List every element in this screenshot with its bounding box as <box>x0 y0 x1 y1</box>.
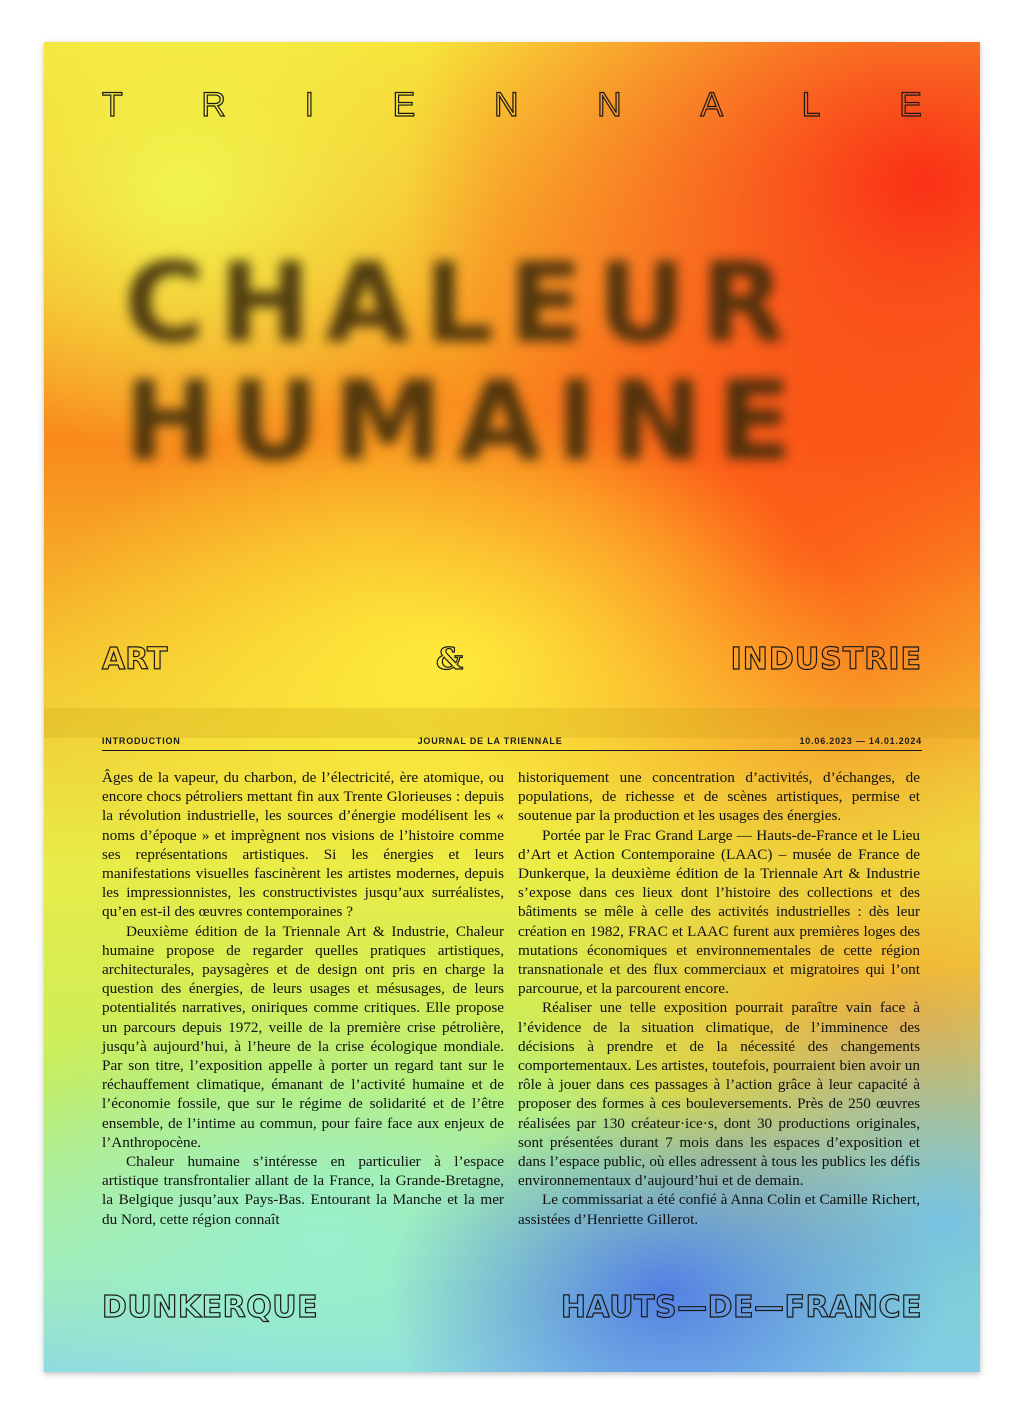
subtitle-ampersand: & <box>436 642 464 677</box>
paragraph: historiquement une concentration d’activités, d’échanges, de populations, de richesse et de scènes artistiques, permise et soutenue par la production et les usages des énergies. <box>518 769 920 825</box>
heading-letter: N <box>493 86 519 124</box>
paragraph: Le commissariat a été confié à Anna Colin et Camille Richert, assistées d’Henriette Gillerot. <box>518 1191 920 1228</box>
paragraph: Réaliser une telle exposition pourrait paraître vain face à l’évidence de la situation climatique, de l’imminence des décisions à prendre et de la nécessité des changements comportementaux. Les artistes, toutefois, pourraient bien avoir un rôle à jouer dans ces passages à l’action grâce à leur capacité à proposer des formes à ces bouleversements. Près de 250 œuvres réalisées par 130 créateur·ice·s, dont 30 productions originales, sont présentées durant 7 mois dans les espaces d’exposition et dans l’espace public, où elles adressent à tous les publics les défis environnementaux d’aujourd’hui et de demain. <box>518 999 920 1190</box>
subtitle-art: ART <box>102 642 168 677</box>
blurred-headline <box>124 239 914 486</box>
heading-letter: E <box>392 86 416 124</box>
paragraph: Portée par le Frac Grand Large — Hauts-de-France et le Lieu d’Art et Action Contemporaine (LAAC) – musée de France de Dunkerque, la deuxième édition de la Triennale Art & Industrie s’expose dans ces lieux dont l’histoire des collections et des bâtiments se mêle à celle des activités industrielles : dès leur création en 1982, FRAC et LAAC furent aux premières loges des mutations économiques et environnementales de cette région transnationale et des flux commerciaux et migratoires qui l’ont parcourue, et la parcourent encore. <box>518 826 920 998</box>
body-column-2 <box>518 768 920 1229</box>
heading-letter: L <box>801 86 821 124</box>
tint-band <box>44 708 980 738</box>
headline-line-1: CHALEUR <box>124 239 800 367</box>
paragraph: Deuxième édition de la Triennale Art & Industrie, Chaleur humaine propose de regarder quelles pratiques artistiques, architecturales, paysagères et de design ont pris en charge la question des énergies, de leurs usages et mésusages, de leurs potentialités narratives, oniriques comme critiques. Elle propose un parcours depuis 1972, veille de la première crise pétrolière, jusqu’à aujourd’hui, à l’heure de la crise écologique mondiale. Par son titre, l’exposition appelle à porter un regard tant sur le réchauffement climatique, émanant de l’activité humaine et de l’économie fossile, que sur le régime de solidarité et de l’être ensemble, de l’intime au commun, pour faire face aux enjeux de l’Anthropocène. <box>102 922 504 1151</box>
paragraph: Chaleur humaine s’intéresse en particulier à l’espace artistique transfrontalier allant de la France, la Grande-Bretagne, la Belgique jusqu’aux Pays-Bas. Entourant la Manche et la mer du Nord, cette région connaît <box>102 1153 504 1228</box>
heading-letter: R <box>201 86 226 124</box>
footer-hauts-de-france: HAUTS—DE—FRANCE <box>560 1290 922 1325</box>
poster <box>44 42 980 1372</box>
date-range: 10.06.2023 — 14.01.2024 <box>799 736 922 746</box>
heading-letter: E <box>899 86 922 124</box>
heading-letter: A <box>700 86 724 124</box>
paragraph: Âges de la vapeur, du charbon, de l’électricité, ère atomique, ou encore chocs pétroliers mettant fin aux Trente Glorieuses : depuis la révolution industrielle, les sources d’énergie modélisent les « noms d’époque » et imprègnent nos visions de l’histoire comme ses représentations artistiques. Si les énergies et leurs manifestations visuelles fascinèrent les artistes modernes, depuis les impressionnistes, les constructivistes jusqu’aux surréalistes, qu’en est-il des œuvres contemporaines ? <box>102 769 504 921</box>
triennale-heading <box>102 86 922 125</box>
subtitle-industrie: INDUSTRIE <box>730 642 922 677</box>
heading-letter: N <box>597 86 622 124</box>
headline-line-2: HUMAINE <box>124 357 807 486</box>
heading-letter: I <box>304 86 315 124</box>
meta-bar <box>102 736 922 751</box>
heading-letter: T <box>102 86 123 124</box>
journal-label: JOURNAL DE LA TRIENNALE <box>417 736 563 746</box>
section-label: INTRODUCTION <box>102 736 181 746</box>
body-column-1 <box>102 768 504 1229</box>
footer-dunkerque: DUNKERQUE <box>102 1290 319 1325</box>
